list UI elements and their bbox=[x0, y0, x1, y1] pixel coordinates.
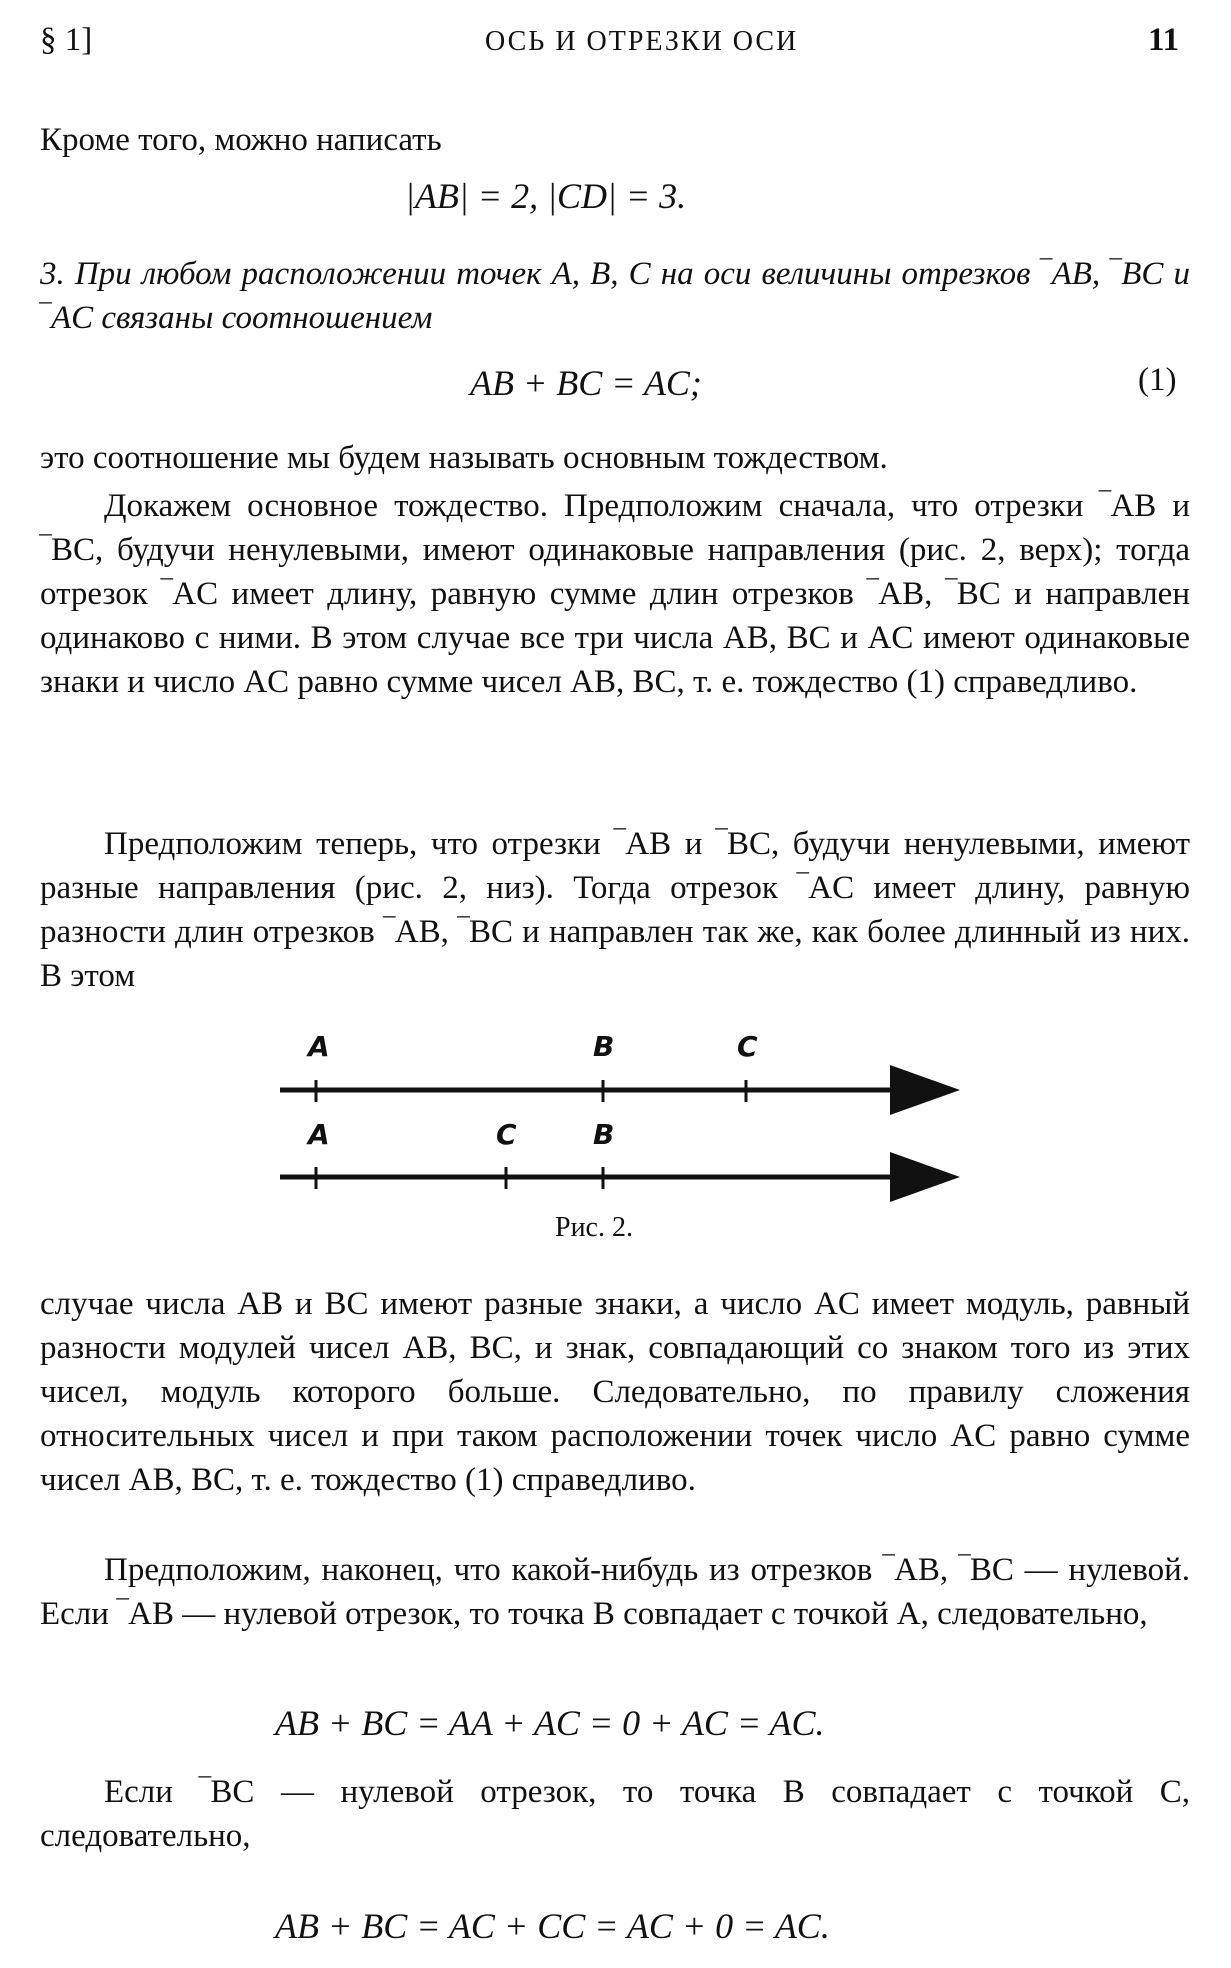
paragraph-proof-1: Докажем основное тождество. Предположим сначала, что отрезки ‾AB и ‾BC, будучи ненулевыми, имеют одинаковые направления (рис. 2, верх); тогда отрезок ‾AC имеет длину, равную сумме длин отрезков ‾AB, ‾BC и направлен одинаково с ними. В этом случае все три числа AB, BC и AC имеют одинаковые знаки и число AC равно сумме чисел AB, BC, т. е. тождество (1) справедливо. bbox=[40, 488, 1190, 700]
paragraph-proof-3: случае числа AB и BC имеют разные знаки, а число AC имеет модуль, равный разности модулей чисел AB, BC, и знак, совпадающий со знаком того из этих чисел, модуль которого больше. Следовательно, по правилу сложения относительных чисел и при таком расположении точек число AC равно сумме чисел AB, BC, т. е. тождество (1) справедливо. bbox=[40, 1286, 1190, 1498]
formula-main: AB + BC = AC; bbox=[470, 363, 702, 403]
label-bottom-a: A bbox=[308, 1118, 330, 1151]
paragraph-proof-4: Предположим, наконец, что какой-нибудь из отрезков ‾AB, ‾BC — нулевой. Если ‾AB — нулевой отрезок, то точка B совпадает с точкой A, следовательно, bbox=[40, 1552, 1190, 1632]
paragraph-proof-5: Если ‾BC — нулевой отрезок, то точка B совпадает с точкой C, следовательно, bbox=[40, 1774, 1190, 1854]
page-number: 11 bbox=[1148, 22, 1180, 58]
formula-case-2: AB + BC = AC + CC = AC + 0 = AC. bbox=[275, 1906, 830, 1946]
label-top-b: B bbox=[593, 1030, 615, 1063]
label-bottom-c: C bbox=[496, 1118, 517, 1151]
formula-case-1: AB + BC = AA + AC = 0 + AC = AC. bbox=[275, 1703, 825, 1743]
formula-abs: |AB| = 2, |CD| = 3. bbox=[405, 176, 687, 216]
paragraph-identity: это соотношение мы будем называть основным тождеством. bbox=[40, 440, 888, 476]
label-top-c: C bbox=[737, 1030, 758, 1063]
paragraph-intro: Кроме того, можно написать bbox=[40, 122, 442, 158]
paragraph-proof-2: Предположим теперь, что отрезки ‾AB и ‾BC, будучи ненулевыми, имеют разные направления (рис. 2, низ). Тогда отрезок ‾AC имеет длину, равную разности длин отрезков ‾AB, ‾BC и направлен так же, как более длинный из них. В этом bbox=[40, 826, 1190, 994]
running-title: ОСЬ И ОТРЕЗКИ ОСИ bbox=[485, 26, 799, 57]
figure-2-diagram bbox=[270, 1030, 970, 1230]
paragraph-property-3: 3. При любом расположении точек A, B, C на оси величины отрезков ‾AB, ‾BC и ‾AC связаны соотношением bbox=[40, 256, 1190, 336]
figure-2 bbox=[270, 1030, 970, 1230]
label-top-a: A bbox=[308, 1030, 330, 1063]
figure-caption: Рис. 2. bbox=[555, 1212, 633, 1243]
section-marker: § 1] bbox=[40, 22, 93, 58]
label-bottom-b: B bbox=[593, 1118, 615, 1151]
formula-number: (1) bbox=[1138, 362, 1177, 398]
